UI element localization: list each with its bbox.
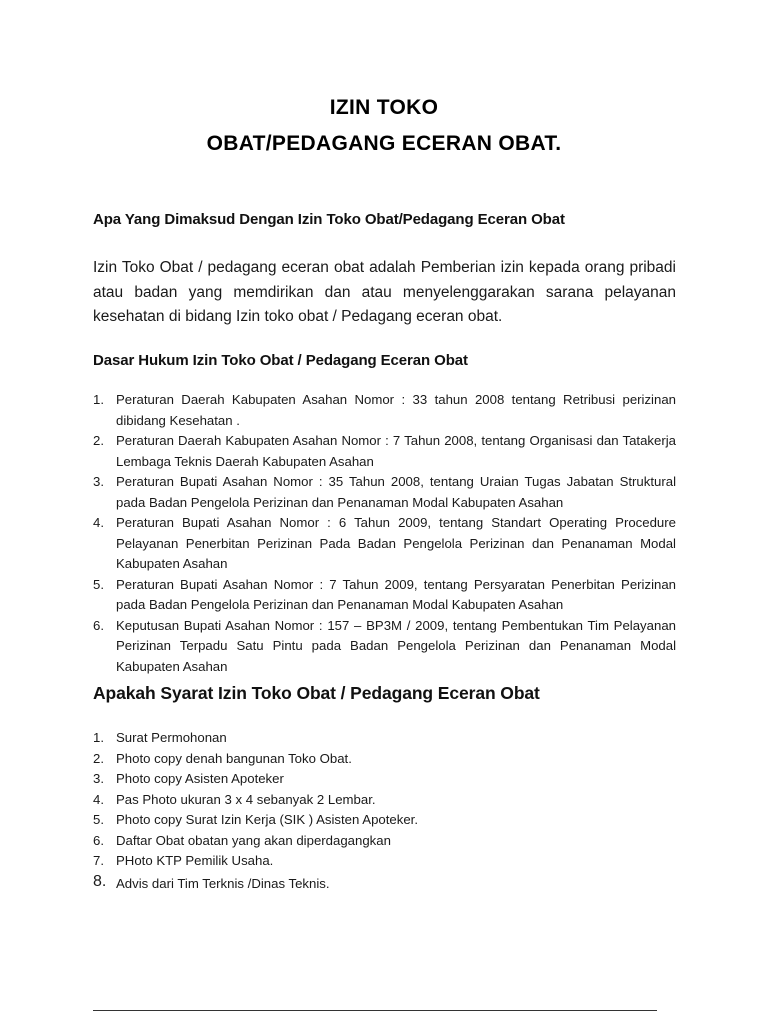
list-item-text: Keputusan Bupati Asahan Nomor : 157 – BP3M / 2009, tentang Pembentukan Tim Pelayanan Perizinan Terpadu Satu Pintu pada Badan Pengelola Perizinan dan Penanaman Modal Kabupaten Asahan — [116, 617, 676, 674]
list-item — [93, 513, 676, 575]
list-item-text: Daftar Obat obatan yang akan diperdagangkan — [116, 832, 391, 848]
list-item-number: 1. — [93, 392, 104, 407]
list-item-text: Photo copy Surat Izin Kerja (SIK ) Asisten Apoteker. — [116, 812, 419, 827]
list-item-number: 3. — [93, 771, 104, 786]
list-item — [93, 874, 676, 895]
list-item — [93, 749, 676, 770]
section-heading-legal-basis: Dasar Hukum Izin Toko Obat / Pedagang Eceran Obat — [93, 352, 468, 369]
list-item-number: 5. — [93, 812, 104, 827]
list-item-text: Peraturan Daerah Kabupaten Asahan Nomor : 33 tahun 2008 tentang Retribusi perizinan dibidang Kesehatan . — [116, 392, 676, 428]
list-item-number: 7. — [93, 853, 104, 868]
document-title-line-2: OBAT/PEDAGANG ECERAN OBAT. — [206, 132, 562, 155]
list-item-text: PHoto KTP Pemilik Usaha. — [116, 853, 274, 868]
section-heading-definition: Apa Yang Dimaksud Dengan Izin Toko Obat/Pedagang Eceran Obat — [93, 211, 565, 228]
list-item-number: 8. — [93, 872, 107, 890]
list-item-text: Peraturan Bupati Asahan Nomor : 7 Tahun 2009, tentang Persyaratan Penerbitan Perizinan pada Badan Pengelola Perizinan dan Penanaman Modal Kabupaten Asahan — [116, 576, 676, 612]
list-item-text: Peraturan Daerah Kabupaten Asahan Nomor : 7 Tahun 2008, tentang Organisasi dan Tatakerja Lembaga Teknis Daerah Kabupaten Asahan — [116, 433, 676, 469]
list-item — [93, 575, 676, 616]
list-item-text: Photo copy denah bangunan Toko Obat. — [116, 750, 352, 766]
legal-basis-list — [93, 390, 676, 677]
list-item-number: 2. — [93, 433, 104, 448]
list-item-text: Peraturan Bupati Asahan Nomor : 6 Tahun 2009, tentang Standart Operating Procedure Pelayanan Penerbitan Perizinan Pada Badan Pengelola Perizinan dan Penanaman Modal Kabupaten Asahan — [116, 515, 676, 571]
list-item-number: 4. — [93, 515, 104, 530]
list-item-number: 6. — [93, 617, 104, 633]
list-item — [93, 831, 676, 852]
list-item — [93, 769, 676, 790]
list-item-number: 2. — [93, 750, 104, 766]
list-item — [93, 616, 676, 678]
definition-paragraph: Izin Toko Obat / pedagang eceran obat adalah Pemberian izin kepada orang pribadi atau badan yang memdirikan dan atau menyelenggarakan sarana pelayanan kesehatan di bidang Izin toko obat / Pedagang eceran obat. — [93, 259, 676, 325]
list-item-text: Advis dari Tim Terknis /Dinas Teknis. — [116, 875, 330, 891]
list-item-number: 1. — [93, 730, 104, 745]
list-item — [93, 728, 676, 749]
list-item-number: 5. — [93, 576, 104, 592]
list-item-text: Photo copy Asisten Apoteker — [116, 771, 284, 786]
list-item-number: 3. — [93, 474, 104, 489]
list-item — [93, 851, 676, 872]
list-item — [93, 431, 676, 472]
list-item — [93, 810, 676, 831]
section-heading-requirements: Apakah Syarat Izin Toko Obat / Pedagang Eceran Obat — [93, 683, 540, 703]
document-title-line-1: IZIN TOKO — [329, 96, 439, 119]
list-item-text: Pas Photo ukuran 3 x 4 sebanyak 2 Lembar. — [116, 791, 376, 807]
list-item-text: Peraturan Bupati Asahan Nomor : 35 Tahun 2008, tentang Uraian Tugas Jabatan Struktural pada Badan Pengelola Perizinan dan Penanaman Modal Kabupaten Asahan — [116, 474, 676, 510]
list-item-text: Surat Permohonan — [116, 730, 227, 745]
list-item — [93, 472, 676, 513]
list-item — [93, 390, 676, 431]
list-item — [93, 790, 676, 811]
list-item-number: 6. — [93, 832, 104, 848]
footer-divider — [93, 1010, 657, 1011]
requirements-list — [93, 728, 676, 894]
list-item-number: 4. — [93, 791, 104, 807]
